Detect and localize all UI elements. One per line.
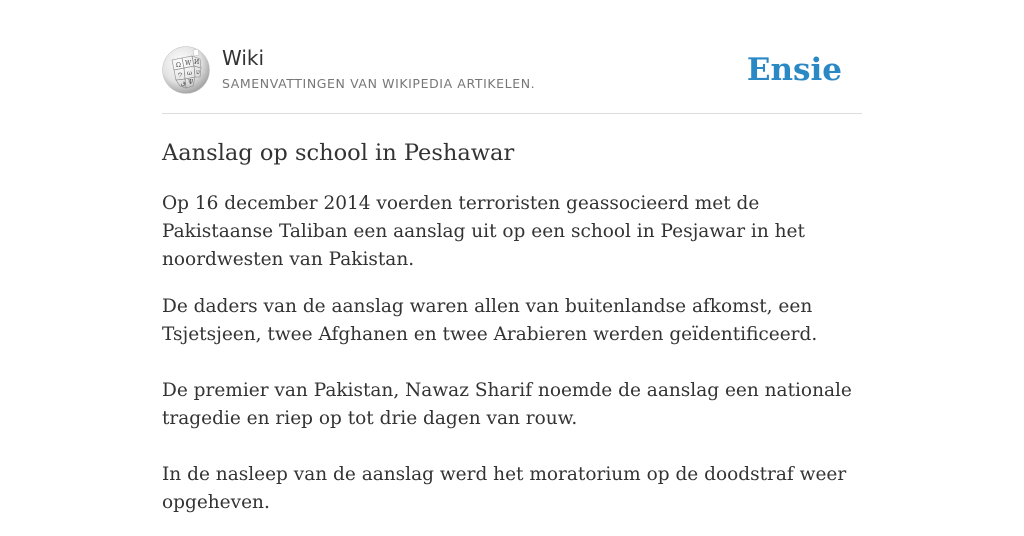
site-header [162, 46, 862, 96]
svg-text:Ω: Ω [176, 62, 181, 69]
article-paragraph: De daders van de aanslag waren allen van buitenlandse afkomst, een Tsjetsjeen, twee Afghanen en twee Arabieren werden geïdentificeerd. De premier van Pakistan, Nawaz Sharif noemde de aanslag een nationale tragedie en riep op tot drie dagen van rouw. In de nasleep van de aanslag werd het moratorium op de doodstraf weer opgeheven. [162, 296, 852, 513]
site-title[interactable]: Wiki [222, 46, 265, 70]
wikipedia-logo[interactable] [162, 46, 210, 94]
svg-text:Ψ: Ψ [188, 79, 194, 86]
svg-text:ق: ق [181, 80, 186, 87]
svg-text:ウ: ウ [177, 72, 184, 79]
site-subtitle: SAMENVATTINGEN VAN WIKIPEDIA ARTIKELEN. [222, 76, 536, 91]
article-body [162, 190, 862, 536]
wikipedia-globe-icon [162, 46, 210, 94]
ensie-brand-link[interactable]: Ensie [746, 52, 842, 88]
svg-text:ω: ω [187, 70, 192, 77]
article-paragraph: Op 16 december 2014 voerden terroristen geassocieerd met de Pakistaanse Taliban een aanslag uit op een school in Pesjawar in het noordwesten van Pakistan. [162, 193, 805, 270]
svg-text:ש: ש [196, 69, 201, 76]
svg-text:W: W [185, 60, 192, 67]
article-title: Aanslag op school in Peshawar [162, 140, 515, 166]
header-divider [162, 113, 862, 114]
svg-text:И: И [194, 59, 200, 66]
